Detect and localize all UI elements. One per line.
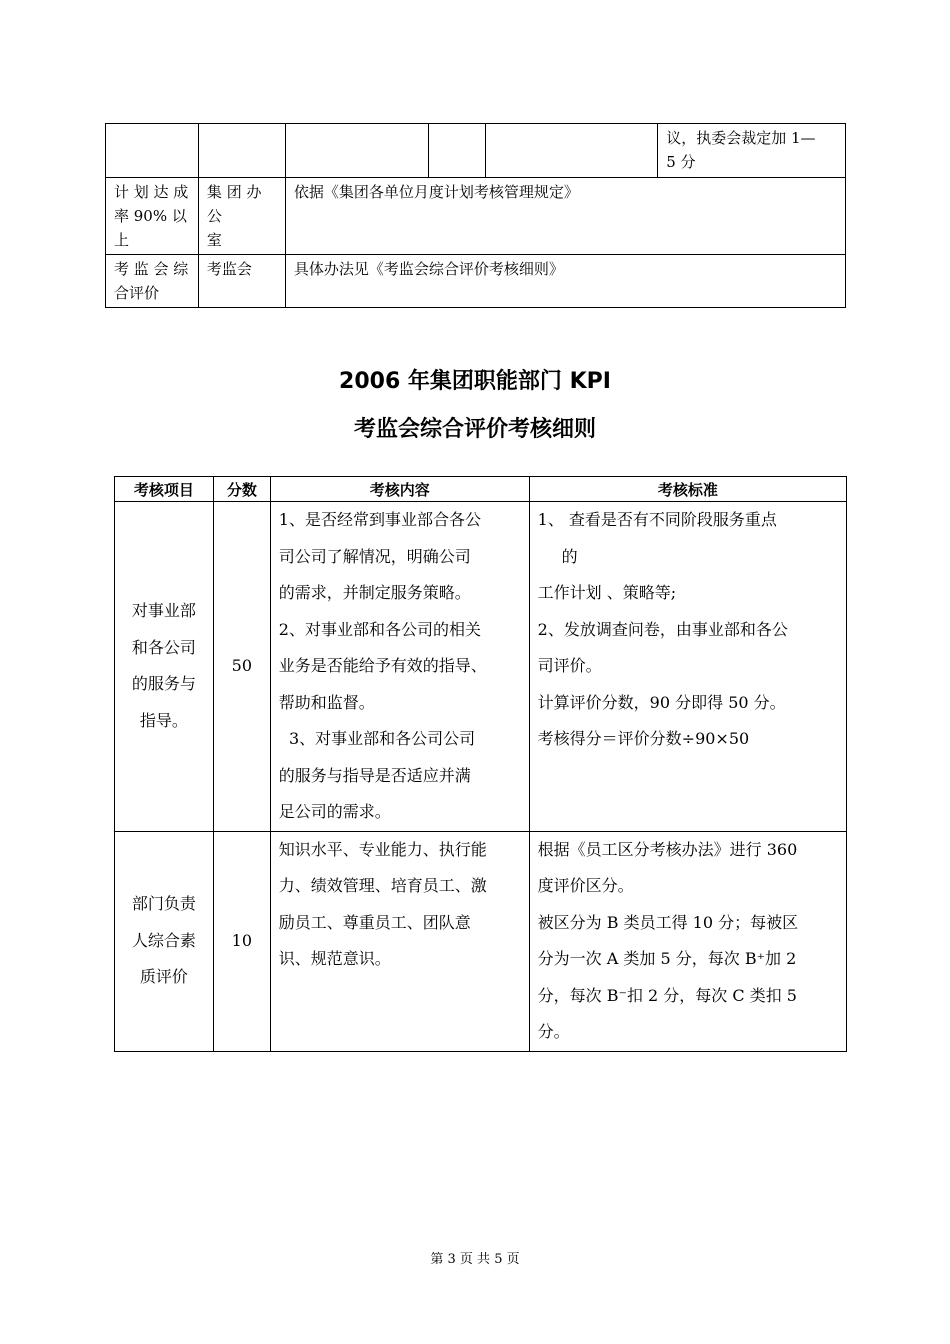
item-line: 计 划 达 成	[114, 183, 189, 201]
item-line: 部门负责	[131, 894, 196, 914]
note-line: 5 分	[666, 153, 696, 171]
page-subtitle: 考监会综合评价考核细则	[353, 417, 596, 442]
content-line: 识、规范意识。	[278, 949, 391, 968]
item-line: 的服务与	[131, 674, 196, 694]
standard-line: 考核得分＝评价分数÷90×50	[537, 729, 750, 748]
table-row	[115, 831, 847, 1051]
table-header-row	[115, 477, 847, 502]
item-cell	[106, 178, 199, 255]
standard-line: 分。	[537, 1022, 570, 1041]
content-line: 的服务与指导是否适应并满	[278, 765, 471, 785]
standard-cell	[529, 831, 846, 1051]
dept-line: 考监会	[206, 260, 252, 278]
standard-line: 2、发放调查问卷，由事业部和各公	[537, 619, 788, 639]
content-line: 励员工、尊重员工、团队意	[278, 912, 471, 932]
note-cell	[658, 124, 846, 178]
standard-line: 分，每次 B⁻扣 2 分，每次 C 类扣 5	[537, 985, 797, 1005]
table-row	[106, 124, 846, 178]
top-table	[105, 123, 846, 308]
score-cell: 10	[213, 831, 270, 1051]
item-line: 对事业部	[131, 601, 196, 621]
content-line: 3、对事业部和各公司公司	[278, 729, 476, 748]
standard-line: 被区分为 B 类员工得 10 分；每被区	[537, 912, 799, 932]
main-table	[114, 476, 847, 1052]
item-line: 人综合素	[131, 930, 196, 950]
desc-cell: 具体办法见《考监会综合评价考核细则》	[285, 255, 845, 308]
standard-line: 司评价。	[537, 656, 602, 675]
header-score: 分数	[213, 477, 270, 502]
standard-line: 的	[561, 546, 578, 566]
content-line: 1、是否经常到事业部合各公	[278, 510, 481, 529]
dept-cell	[198, 255, 285, 308]
content-line: 的需求，并制定服务策略。	[278, 583, 471, 602]
content-cell	[270, 502, 529, 832]
header-content: 考核内容	[270, 477, 529, 502]
content-line: 力、绩效管理、培育员工、激	[278, 876, 487, 895]
item-line: 率 90% 以	[114, 207, 187, 225]
standard-line: 分为一次 A 类加 5 分，每次 B⁺加 2	[537, 949, 797, 968]
dept-line: 集 团 办 公	[206, 183, 262, 225]
content-line: 足公司的需求。	[278, 802, 391, 821]
content-line: 知识水平、专业能力、执行能	[278, 839, 487, 859]
standard-line: 度评价区分。	[537, 876, 634, 895]
standard-cell	[529, 502, 846, 832]
content-line: 业务是否能给予有效的指导、	[278, 656, 487, 675]
standard-line: 计算评价分数，90 分即得 50 分。	[537, 692, 786, 712]
standard-line: 工作计划 、策略等;	[537, 583, 677, 602]
note-line: 议，执委会裁定加 1—	[666, 129, 816, 147]
content-line: 2、对事业部和各公司的相关	[278, 619, 481, 639]
score-cell: 50	[213, 502, 270, 832]
page-footer: 第 3 页 共 5 页	[430, 1252, 520, 1267]
desc-cell: 依据《集团各单位月度计划考核管理规定》	[285, 178, 845, 255]
item-line: 上	[114, 231, 130, 249]
dept-line: 室	[206, 231, 222, 249]
item-line: 合评价	[114, 284, 160, 302]
header-standard: 考核标准	[529, 477, 846, 502]
table-row	[106, 255, 846, 308]
standard-line: 根据《员工区分考核办法》进行 360	[537, 839, 798, 859]
item-cell	[115, 502, 214, 832]
table-row	[115, 502, 847, 832]
page-title: 2006 年集团职能部门 KPI	[339, 369, 611, 394]
item-line: 指导。	[139, 710, 188, 730]
dept-cell	[198, 178, 285, 255]
item-line: 质评价	[139, 967, 188, 987]
content-cell	[270, 831, 529, 1051]
content-line: 司公司了解情况，明确公司	[278, 546, 471, 566]
standard-line: 1、 查看是否有不同阶段服务重点	[537, 510, 777, 529]
table-row	[106, 178, 846, 255]
header-item: 考核项目	[115, 477, 214, 502]
item-line: 和各公司	[131, 637, 196, 657]
content-line: 帮助和监督。	[278, 692, 375, 712]
item-cell	[106, 255, 199, 308]
item-line: 考 监 会 综	[114, 260, 189, 278]
item-cell	[115, 831, 214, 1051]
